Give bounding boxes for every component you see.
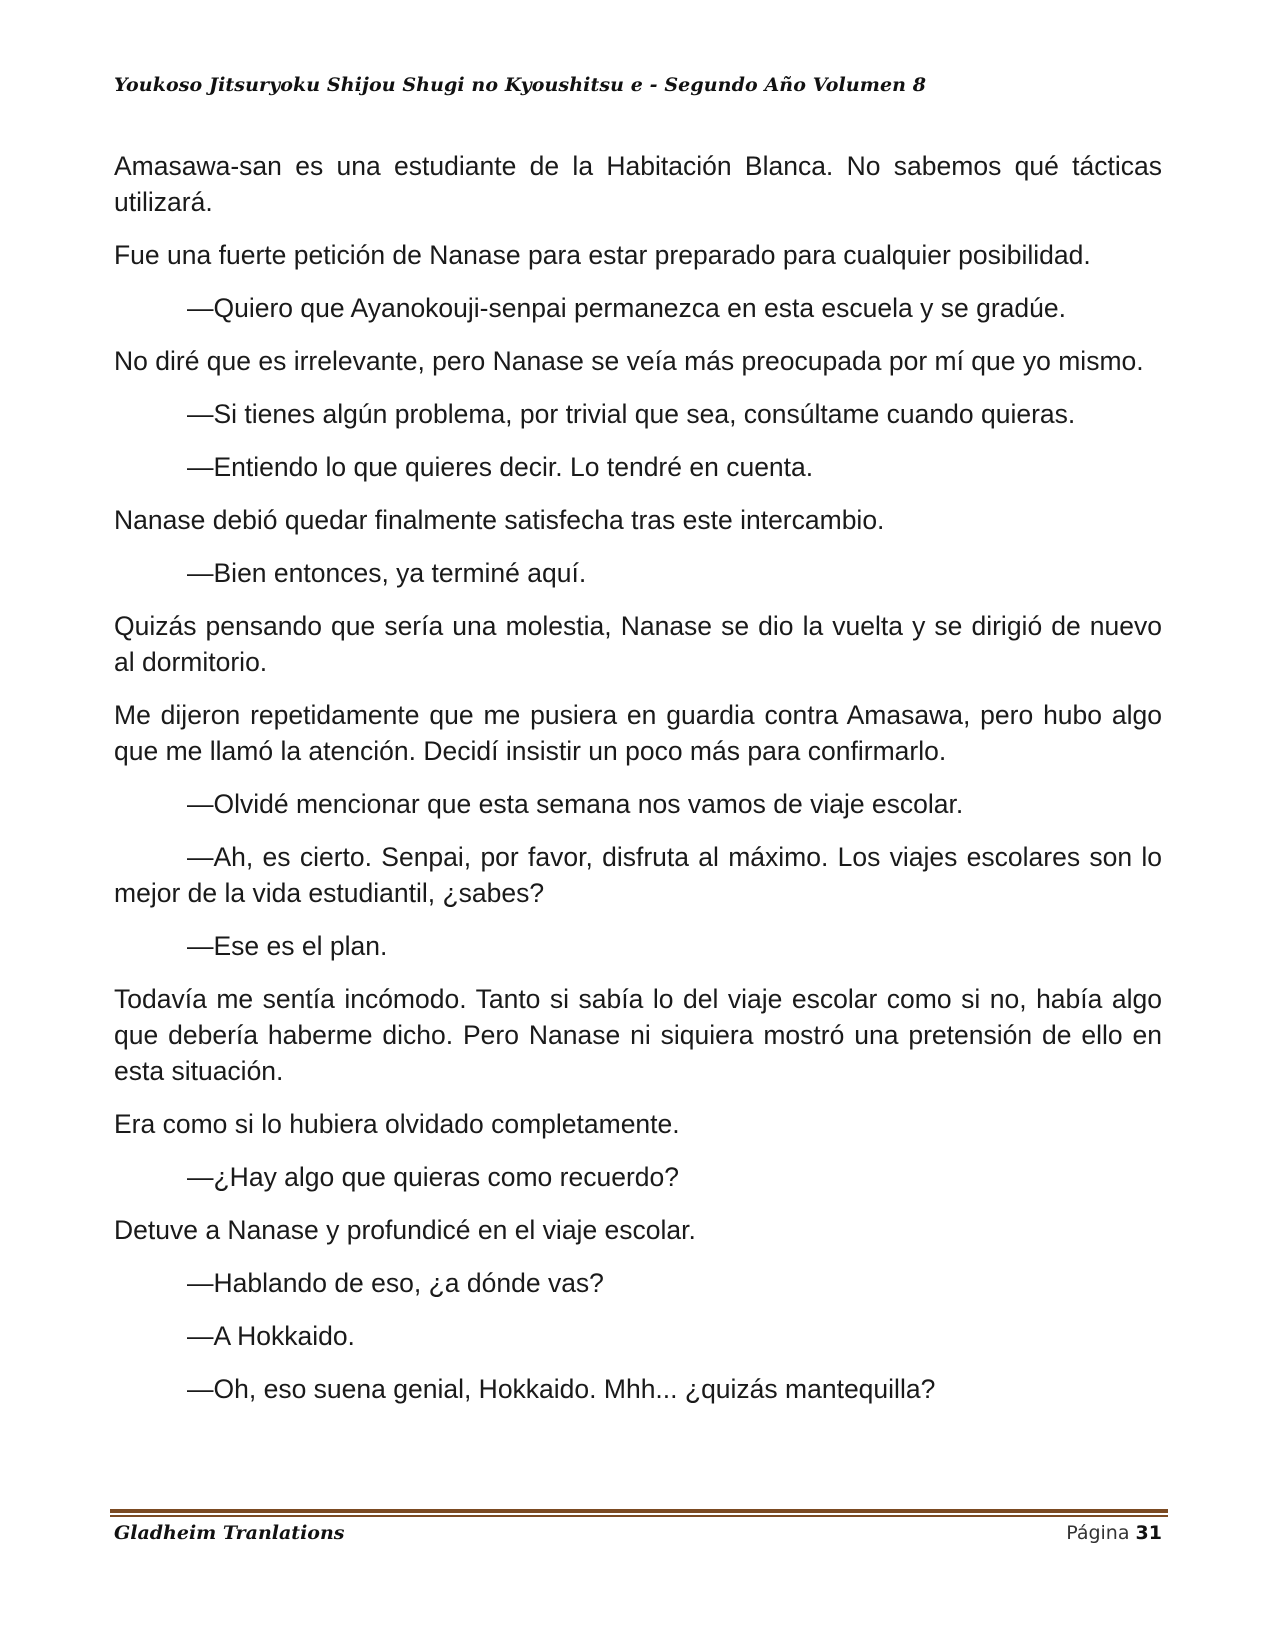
paragraph: Nanase debió quedar finalmente satisfecha tras este intercambio. xyxy=(114,505,885,535)
dialog-line: —Hablando de eso, ¿a dónde vas? xyxy=(187,1268,604,1298)
dialog-line: —Entiendo lo que quieres decir. Lo tendré en cuenta. xyxy=(187,452,814,482)
paragraph: Todavía me sentía incómodo. Tanto si sabía lo del viaje escolar como si no, había algo que debería haberme dicho. Pero Nanase ni siquiera mostró una pretensión de ello en esta situación. xyxy=(114,984,1162,1086)
footer-credit: Gladheim Tranlations xyxy=(114,1522,345,1544)
dialog-line: —Quiero que Ayanokouji-senpai permanezca en esta escuela y se gradúe. xyxy=(187,293,1066,323)
divider-thick-line xyxy=(110,1509,1168,1513)
dialog-line: —A Hokkaido. xyxy=(187,1321,355,1351)
footer-divider xyxy=(110,1509,1168,1518)
paragraph: Detuve a Nanase y profundicé en el viaje escolar. xyxy=(114,1215,696,1245)
running-header: Youkoso Jitsuryoku Shijou Shugi no Kyoushitsu e - Segundo Año Volumen 8 xyxy=(114,74,927,96)
page-number xyxy=(1066,1522,1162,1544)
dialog-line: —¿Hay algo que quieras como recuerdo? xyxy=(187,1162,679,1192)
dialog-line: —Olvidé mencionar que esta semana nos vamos de viaje escolar. xyxy=(187,789,964,819)
paragraph: Amasawa-san es una estudiante de la Habitación Blanca. No sabemos qué tácticas utilizará. xyxy=(114,151,1162,217)
page-label: Página xyxy=(1066,1522,1130,1544)
paragraph: Era como si lo hubiera olvidado completamente. xyxy=(114,1109,680,1139)
dialog-line: —Ah, es cierto. Senpai, por favor, disfruta al máximo. Los viajes escolares son lo mejor de la vida estudiantil, ¿sabes? xyxy=(114,842,1162,908)
page-number-value: 31 xyxy=(1135,1522,1162,1544)
dialog-line: —Oh, eso suena genial, Hokkaido. Mhh... ¿quizás mantequilla? xyxy=(187,1374,936,1404)
dialog-line: —Bien entonces, ya terminé aquí. xyxy=(187,558,587,588)
dialog-line: —Si tienes algún problema, por trivial que sea, consúltame cuando quieras. xyxy=(187,399,1076,429)
paragraph: No diré que es irrelevante, pero Nanase se veía más preocupada por mí que yo mismo. xyxy=(114,346,1144,376)
divider-thin-line xyxy=(110,1515,1168,1517)
paragraph: Me dijeron repetidamente que me pusiera en guardia contra Amasawa, pero hubo algo que me llamó la atención. Decidí insistir un poco más para confirmarlo. xyxy=(114,700,1162,766)
dialog-line: —Ese es el plan. xyxy=(187,931,388,961)
page-body xyxy=(114,148,1162,1424)
paragraph: Quizás pensando que sería una molestia, Nanase se dio la vuelta y se dirigió de nuevo al dormitorio. xyxy=(114,611,1162,677)
paragraph: Fue una fuerte petición de Nanase para estar preparado para cualquier posibilidad. xyxy=(114,240,1091,270)
